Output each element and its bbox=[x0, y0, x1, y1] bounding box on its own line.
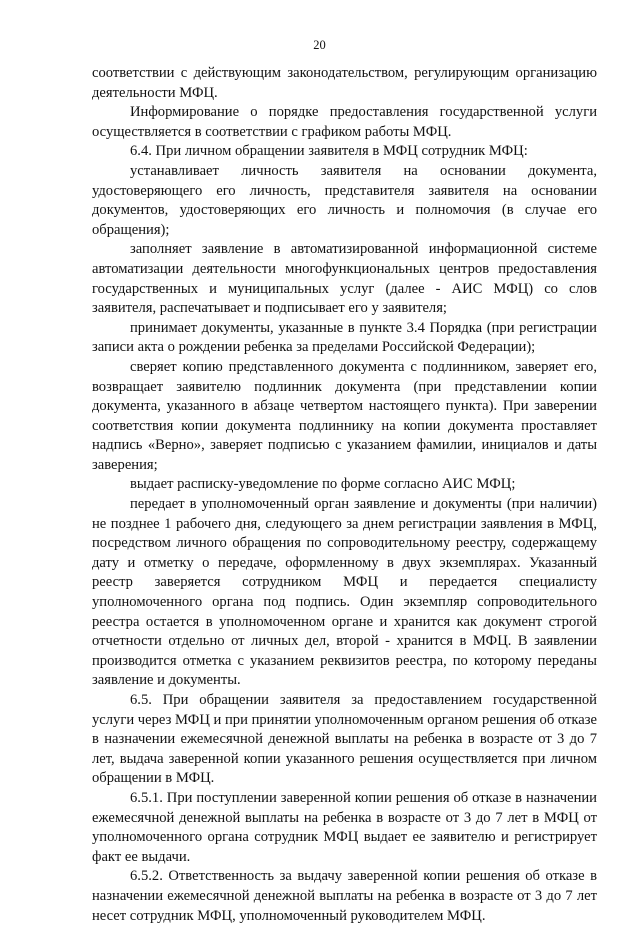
paragraph-6-5-1: 6.5.1. При поступлении заверенной копии решения об отказе в назначении ежемесячной денежной выплаты на ребенка в возрасте от 3 до 7 лет в МФЦ от уполномоченного органа сотрудник МФЦ выдает ее заявителю и регистрирует факт ее выдачи. bbox=[92, 789, 597, 865]
paragraph-transfer: передает в уполномоченный орган заявление и документы (при наличии) не позднее 1 рабочего дня, следующего за днем регистрации заявления в МФЦ, посредством личного обращения по сопроводительному реестру, содержащему дату и отметку о передаче, оформленному в двух экземплярах. Указанный реестр заверяется сотрудником МФЦ и передается специалисту уполномоченного органа под подпись. Один экземпляр сопроводительного реестра остается в уполномоченном органе и хранится как документ строгой отчетности отдельно от личных дел, второй - хранится в МФЦ. В заявлении производится отметка с указанием реквизитов реестра, по которому переданы заявление и документы. bbox=[92, 496, 597, 689]
paragraph-documents: принимает документы, указанные в пункте 3.4 Порядка (при регистрации записи акта о рождении ребенка за пределами Российской Федерации); bbox=[92, 319, 597, 356]
paragraph-continuation: соответствии с действующим законодательством, регулирующим организацию деятельности МФЦ. bbox=[92, 65, 597, 101]
paragraph-6-5: 6.5. При обращении заявителя за предоставлением государственной услуги через МФЦ и при принятии уполномоченным органом решения об отказе в назначении ежемесячной денежной выплаты на ребенка в возрасте от 3 до 7 лет, выдача заверенной копии указанного решения осуществляется при личном обращении в МФЦ. bbox=[92, 692, 597, 787]
page-number: 20 bbox=[313, 38, 326, 52]
paragraph-6-4: 6.4. При личном обращении заявителя в МФЦ сотрудник МФЦ: bbox=[130, 143, 528, 160]
paragraph-copy-verification: сверяет копию представленного документа с подлинником, заверяет его, возвращает заявителю подлинник документа (при представлении копии документа, указанного в абзаце четвертом настоящего пункта). При заверении соответствия копии документа подлиннику на копии документа проставляет надпись «Верно», заверяет подписью с указанием фамилии, инициалов и даты заверения; bbox=[92, 358, 597, 473]
paragraph-6-5-2: 6.5.2. Ответственность за выдачу заверенной копии решения об отказе в назначении ежемесячной денежной выплаты на ребенка в возрасте от 3 до 7 лет несет сотрудник МФЦ, уполномоченный руководителем МФЦ. bbox=[92, 868, 597, 924]
paragraph-informing: Информирование о порядке предоставления государственной услуги осуществляется в соответствии с графиком работы МФЦ. bbox=[92, 104, 597, 140]
paragraph-receipt: выдает расписку-уведомление по форме согласно АИС МФЦ; bbox=[130, 476, 516, 493]
paragraph-application: заполняет заявление в автоматизированной информационной системе автоматизации деятельности многофункциональных центров предоставления государственных и муниципальных услуг (далее - АИС МФЦ) со слов заявителя, распечатывает и подписывает его у заявителя; bbox=[92, 241, 597, 317]
document-body bbox=[92, 64, 597, 926]
paragraph-identity: устанавливает личность заявителя на основании документа, удостоверяющего его личность, представителя заявителя на основании документов, удостоверяющих его личность и полномочия (в случае его обращения); bbox=[92, 162, 597, 238]
